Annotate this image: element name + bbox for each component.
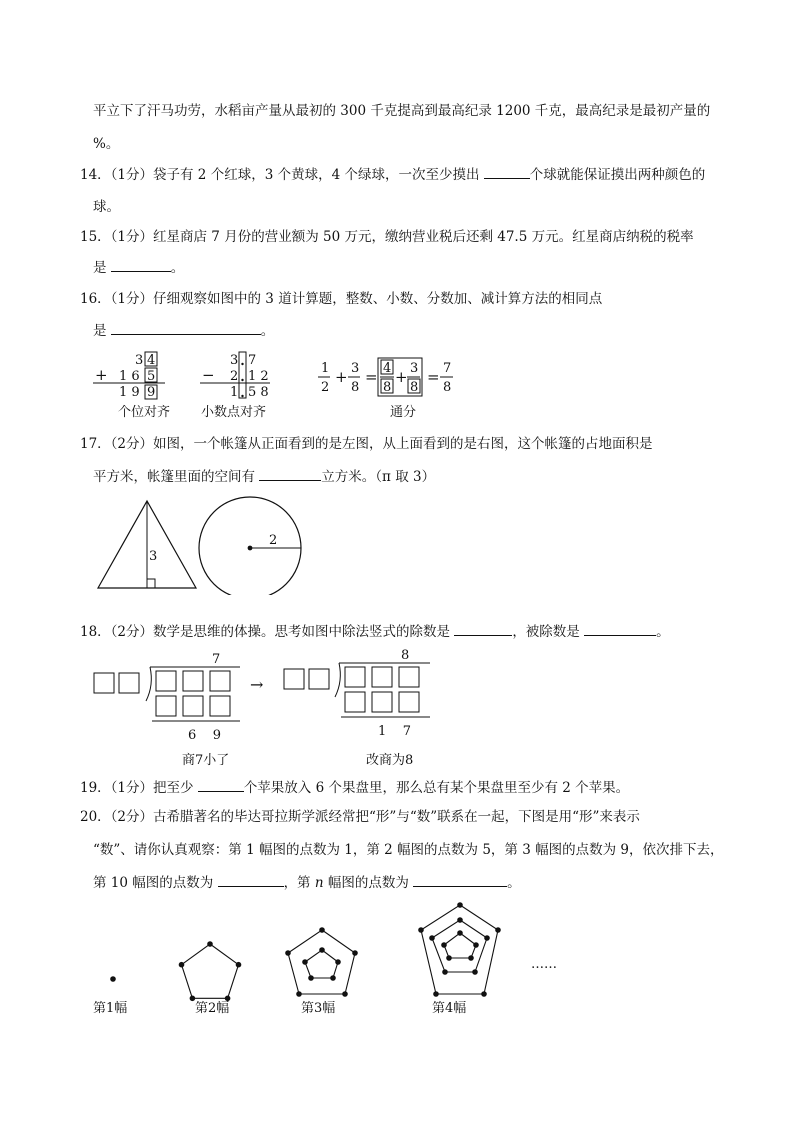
c-eq2: = xyxy=(427,368,440,386)
left-caption: 商7小了 xyxy=(182,753,230,768)
q20-answer-blank-n[interactable] xyxy=(413,872,507,887)
c-n5: 7 xyxy=(443,361,452,376)
q20-post: 。 xyxy=(507,875,521,891)
caption-units-aligned: 个位对齐 xyxy=(118,405,171,420)
dot xyxy=(433,991,439,997)
a-mid-box: 5 xyxy=(147,369,156,384)
a-top-box: 4 xyxy=(147,353,156,368)
q13-line1: 平立下了汗马功劳，水稻亩产量从最初的 300 千克提高到最高纪录 1200 千克，最高纪录是最初产量的 xyxy=(93,103,711,119)
q16-answer-blank[interactable] xyxy=(111,320,261,335)
c-d3: 8 xyxy=(383,380,392,395)
c-n4: 3 xyxy=(410,361,419,376)
tent-top-view xyxy=(199,497,301,595)
a-res-box: 9 xyxy=(147,385,156,400)
q20-line1: 20．（2分）古希腊著名的毕达哥拉斯学派经常把“形”与“数”联系在一起，下图是用“形”来表示 xyxy=(80,809,640,825)
dot xyxy=(495,927,501,933)
c-eq1: = xyxy=(365,368,378,386)
q17-figure xyxy=(90,495,350,595)
a-op: + xyxy=(95,366,108,384)
q14-line2: 球。 xyxy=(93,199,120,215)
q19-pre: 19．（1分）把至少 xyxy=(80,780,198,796)
c-d1: 2 xyxy=(321,380,330,395)
dot xyxy=(335,959,341,965)
right-caption: 改商为8 xyxy=(366,753,414,768)
right-quotient: 8 xyxy=(401,648,410,663)
dot xyxy=(429,935,435,941)
ellipsis: …… xyxy=(531,957,557,972)
q13-line2: %。 xyxy=(93,136,120,152)
q14-text-after: 个球就能保证摸出两种颜色的 xyxy=(529,167,706,183)
division-quotient-too-small xyxy=(94,652,240,768)
q17-line1: 17．（2分）如图，一个帐篷从正面看到的是左图，从上面看到的是右图，这个帐篷的占地面积是 xyxy=(80,436,653,452)
q18-divisor-blank[interactable] xyxy=(454,621,512,636)
q16-line2 xyxy=(93,320,733,341)
c-d2: 8 xyxy=(351,380,360,395)
dot xyxy=(457,917,463,923)
right-remainder: 1 7 xyxy=(378,724,412,739)
tent-front-view xyxy=(98,501,196,588)
dot xyxy=(442,969,448,975)
q18-mid: ，被除数是 xyxy=(512,624,585,640)
dot xyxy=(446,955,452,961)
q20-line2: “数”、请你认真观察：第 1 幅图的点数为 1，第 2 幅图的点数为 5，第 3 幅图的点数为 9，依次排下去， xyxy=(93,842,724,858)
dot xyxy=(236,962,242,968)
q15-post: 。 xyxy=(170,260,185,276)
q19-post: 个苹果放入 6 个果盘里，那么总有某个果盘里至少有 2 个苹果。 xyxy=(243,780,630,796)
q16-post: 。 xyxy=(260,323,275,339)
dot xyxy=(207,941,213,947)
q14-text: 14．（1分）袋子有 2 个红球，3 个黄球，4 个绿球，一次至少摸出 xyxy=(80,167,484,183)
b-mid: 2 xyxy=(230,369,239,384)
b-res-r: 5 8 xyxy=(248,385,269,400)
a-top: 3 xyxy=(135,353,144,368)
q18-dividend-blank[interactable] xyxy=(584,621,656,636)
dot xyxy=(342,991,348,997)
q15-line1: 15．（1分）红星商店 7 月份的营业额为 50 万元，缴纳营业税后还剩 47.5 万元。红星商店纳税的税率 xyxy=(80,229,694,245)
pentagon xyxy=(444,933,476,958)
dot xyxy=(285,950,291,956)
dot xyxy=(473,942,479,948)
q16-pre: 是 xyxy=(93,323,111,339)
pentagon xyxy=(305,950,338,978)
dot xyxy=(308,975,314,981)
q19-line1 xyxy=(80,777,720,798)
q15-line2 xyxy=(93,257,733,278)
q17-answer-blank[interactable] xyxy=(259,466,321,481)
caption-decimal-aligned: 小数点对齐 xyxy=(201,405,267,420)
a-res: 1 9 xyxy=(119,385,140,400)
dot xyxy=(319,927,325,933)
caption-fig1: 第1幅 xyxy=(93,1001,128,1016)
q18-post: 。 xyxy=(656,624,670,640)
dot xyxy=(330,975,336,981)
left-remainder: 6 9 xyxy=(188,728,222,743)
dot xyxy=(296,991,302,997)
q14-line1 xyxy=(80,164,720,185)
dot xyxy=(441,942,447,948)
b-mid-r: 1 2 xyxy=(248,369,269,384)
decimal-subtraction xyxy=(200,352,270,400)
q14-answer-blank[interactable] xyxy=(484,164,530,179)
radius-label: 2 xyxy=(269,533,278,548)
integer-addition xyxy=(93,352,165,400)
c-n3: 4 xyxy=(383,361,392,376)
dot xyxy=(457,930,463,936)
caption-fig4: 第4幅 xyxy=(432,1001,467,1016)
c-d5: 8 xyxy=(443,380,452,395)
caption-common-denominator: 通分 xyxy=(390,405,417,420)
dot xyxy=(468,955,474,961)
q17-post: 立方米。（π 取 3） xyxy=(321,469,436,485)
q20-mid: ，第 xyxy=(283,875,315,891)
left-quotient: 7 xyxy=(212,652,221,667)
height-label: 3 xyxy=(149,549,158,564)
q18-figure xyxy=(90,645,450,770)
c-n1: 1 xyxy=(321,361,330,376)
a-mid: 1 6 xyxy=(119,369,140,384)
b-top: 3 xyxy=(230,353,239,368)
c-plus1: + xyxy=(335,368,348,386)
q20-mid2: 幅图的点数为 xyxy=(323,875,414,891)
q16-figure xyxy=(85,348,485,423)
dot xyxy=(319,947,325,953)
q20-answer-blank-10[interactable] xyxy=(218,872,284,887)
fraction-addition xyxy=(318,358,453,396)
dot xyxy=(352,950,358,956)
q20-pre: 第 10 幅图的点数为 xyxy=(93,875,218,891)
q20-figure xyxy=(85,890,575,1025)
arrow-icon: → xyxy=(250,675,264,694)
dot xyxy=(110,976,116,982)
q18-line1 xyxy=(80,621,720,642)
q17-pre: 平方米，帐篷里面的空间有 xyxy=(93,469,260,485)
pentagon xyxy=(432,920,487,972)
division-quotient-eight xyxy=(284,648,430,768)
caption-fig3: 第3幅 xyxy=(301,1001,336,1016)
dot xyxy=(179,962,185,968)
b-decimal-box xyxy=(239,352,246,398)
b-top-r: 7 xyxy=(248,353,257,368)
q19-answer-blank[interactable] xyxy=(198,777,244,792)
q16-line1: 16．（1分）仔细观察如图中的 3 道计算题，整数、小数、分数加、减计算方法的相同点 xyxy=(80,291,603,307)
q15-answer-blank[interactable] xyxy=(111,257,171,272)
caption-fig2: 第2幅 xyxy=(195,1001,230,1016)
q15-pre: 是 xyxy=(93,260,111,276)
c-n2: 3 xyxy=(351,361,360,376)
dot xyxy=(484,935,490,941)
c-plus2: + xyxy=(395,368,408,386)
c-d4: 8 xyxy=(410,380,419,395)
dot xyxy=(302,959,308,965)
q20-n: n xyxy=(314,875,324,891)
dot xyxy=(418,927,424,933)
dot xyxy=(457,902,463,908)
pentagon xyxy=(288,930,355,994)
pentagon xyxy=(182,944,239,998)
q17-line2 xyxy=(93,466,733,487)
dot xyxy=(481,991,487,997)
b-res: 1 xyxy=(230,385,239,400)
dot xyxy=(472,969,478,975)
b-op: − xyxy=(202,366,215,384)
q18-pre: 18．（2分）数学是思维的体操。思考如图中除法竖式的除数是 xyxy=(80,624,455,640)
